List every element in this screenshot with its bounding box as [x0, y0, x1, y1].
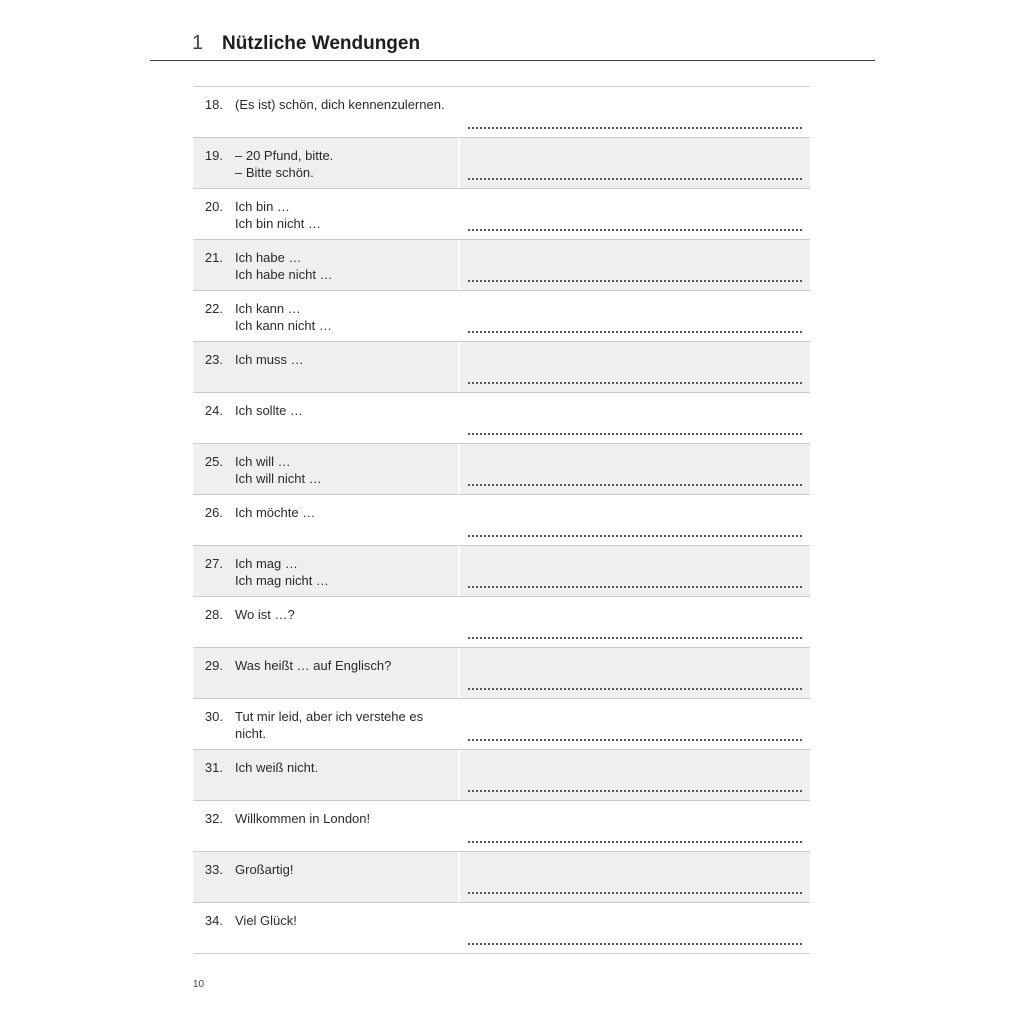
german-phrase [235, 198, 450, 232]
german-phrase [235, 708, 450, 742]
answer-line[interactable] [468, 586, 802, 588]
table-row [193, 546, 810, 597]
table-row [193, 393, 810, 444]
answer-line[interactable] [468, 331, 802, 333]
row-number: 22. [204, 301, 223, 316]
row-number: 19. [204, 148, 223, 163]
row-number: 31. [204, 760, 223, 775]
row-number: 24. [204, 403, 223, 418]
row-number: 27. [204, 556, 223, 571]
answer-line[interactable] [468, 229, 802, 231]
phrase-line: Was heißt … auf Englisch? [235, 658, 392, 673]
table-row [193, 852, 810, 903]
phrase-line: – 20 Pfund, bitte. [235, 148, 334, 163]
table-row [193, 903, 810, 954]
german-phrase [235, 555, 450, 589]
german-phrase [235, 351, 450, 368]
chapter-title: Nützliche Wendungen [222, 33, 421, 54]
phrase-line: Großartig! [235, 862, 294, 877]
phrase-line: Ich muss … [235, 352, 304, 367]
german-phrase [235, 402, 450, 419]
phrase-line: Ich habe … [235, 250, 302, 265]
answer-line[interactable] [468, 535, 802, 537]
answer-line[interactable] [468, 127, 802, 129]
row-number: 26. [204, 505, 223, 520]
page-number: 10 [193, 979, 205, 990]
german-phrase [235, 147, 450, 181]
phrase-line: Ich will nicht … [235, 471, 322, 486]
table-row [193, 291, 810, 342]
row-number: 33. [204, 862, 223, 877]
phrase-line: Ich mag … [235, 556, 298, 571]
german-phrase [235, 453, 450, 487]
answer-line[interactable] [468, 484, 802, 486]
answer-line[interactable] [468, 739, 802, 741]
row-number: 18. [204, 97, 223, 112]
phrase-line: Ich bin … [235, 199, 290, 214]
answer-line[interactable] [468, 178, 802, 180]
phrase-line: Ich weiß nicht. [235, 760, 319, 775]
phrase-line: Ich sollte … [235, 403, 303, 418]
table-row [193, 138, 810, 189]
german-phrase [235, 861, 450, 878]
row-number: 21. [204, 250, 223, 265]
answer-line[interactable] [468, 790, 802, 792]
phrase-line: Ich will … [235, 454, 291, 469]
answer-line[interactable] [468, 433, 802, 435]
answer-line[interactable] [468, 382, 802, 384]
phrase-line: nicht. [235, 726, 267, 741]
answer-line[interactable] [468, 841, 802, 843]
row-number: 29. [204, 658, 223, 673]
german-phrase [235, 912, 450, 929]
answer-line[interactable] [468, 892, 802, 894]
phrase-line: Ich habe nicht … [235, 267, 333, 282]
table-row [193, 189, 810, 240]
row-number: 32. [204, 811, 223, 826]
german-phrase [235, 606, 450, 623]
phrase-line: Ich kann … [235, 301, 301, 316]
phrase-line: Viel Glück! [235, 913, 297, 928]
phrase-line: (Es ist) schön, dich kennenzulernen. [235, 97, 445, 112]
row-number: 34. [204, 913, 223, 928]
german-phrase [235, 96, 450, 113]
phrase-line: Ich kann nicht … [235, 318, 332, 333]
answer-line[interactable] [468, 688, 802, 690]
phrase-line: Ich mag nicht … [235, 573, 329, 588]
table-row [193, 495, 810, 546]
row-number: 20. [204, 199, 223, 214]
row-number: 30. [204, 709, 223, 724]
table-row [193, 444, 810, 495]
table-row [193, 342, 810, 393]
row-number: 25. [204, 454, 223, 469]
answer-line[interactable] [468, 637, 802, 639]
chapter-number: 1 [192, 32, 204, 54]
table-row [193, 597, 810, 648]
table-row [193, 87, 810, 138]
phrase-table [193, 86, 810, 954]
table-row [193, 801, 810, 852]
phrase-line: Ich bin nicht … [235, 216, 321, 231]
german-phrase [235, 249, 450, 283]
phrase-line: – Bitte schön. [235, 165, 314, 180]
phrase-line: Wo ist …? [235, 607, 295, 622]
answer-line[interactable] [468, 943, 802, 945]
table-row [193, 240, 810, 291]
german-phrase [235, 300, 450, 334]
german-phrase [235, 657, 450, 674]
row-number: 23. [204, 352, 223, 367]
phrase-line: Willkommen in London! [235, 811, 371, 826]
table-row [193, 750, 810, 801]
german-phrase [235, 504, 450, 521]
german-phrase [235, 810, 450, 827]
table-row [193, 699, 810, 750]
german-phrase [235, 759, 450, 776]
row-number: 28. [204, 607, 223, 622]
phrase-line: Ich möchte … [235, 505, 316, 520]
chapter-header [150, 30, 875, 61]
answer-line[interactable] [468, 280, 802, 282]
phrase-line: Tut mir leid, aber ich verstehe es [235, 709, 424, 724]
table-row [193, 648, 810, 699]
